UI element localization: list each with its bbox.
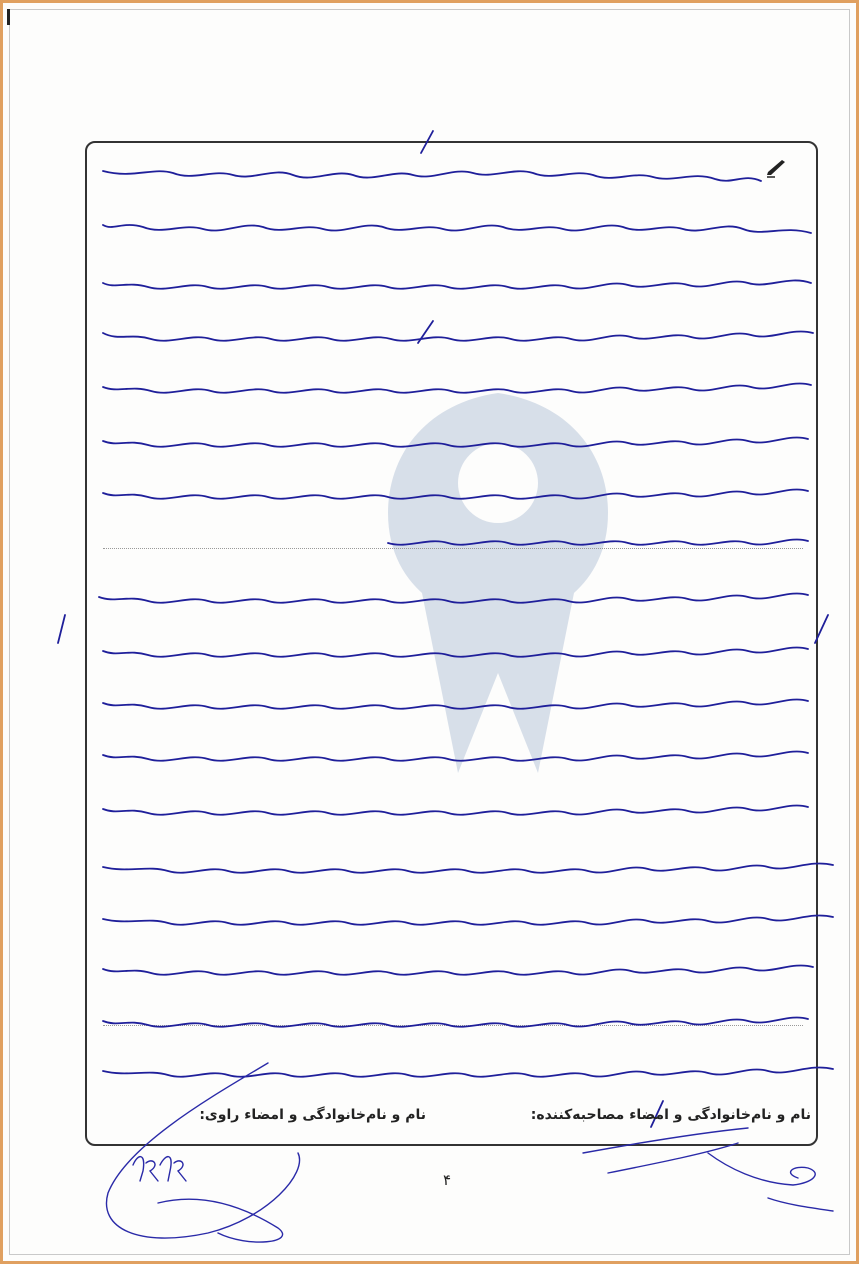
narrator-signature: [98, 1053, 338, 1253]
narrator-signature-label: نام و نام‌خانوادگی و امضاء راوی:: [199, 1107, 426, 1123]
interviewer-signature: [578, 1113, 838, 1223]
interviewer-signature-label: نام و نام‌خانوادگی و امضاء مصاحبه‌کننده:: [530, 1107, 811, 1123]
page-number: ۴: [443, 1171, 452, 1189]
signature-initials: R.R: [98, 1053, 100, 1054]
